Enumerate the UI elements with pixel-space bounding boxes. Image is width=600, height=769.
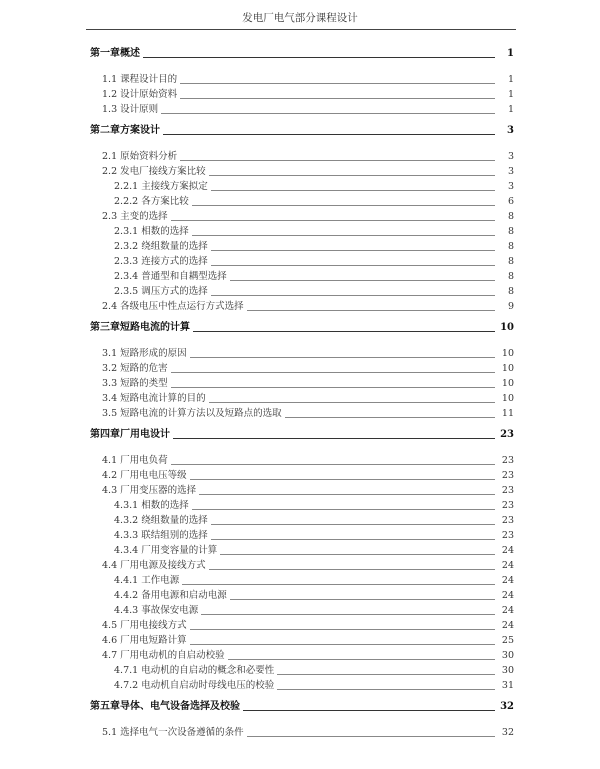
toc-entry-title: 4.4.2 备用电源和启动电源 xyxy=(114,590,227,601)
toc-entry-title: 2.3 主变的选择 xyxy=(102,211,168,222)
toc-page-number: 10 xyxy=(500,322,514,333)
toc-chapter-entry[interactable] xyxy=(90,123,514,137)
toc-leader-line xyxy=(211,294,495,296)
toc-leader-line xyxy=(277,688,495,690)
toc-page-number: 9 xyxy=(507,301,514,312)
toc-entry[interactable] xyxy=(102,164,514,178)
toc-entry-title: 4.3.1 相数的选择 xyxy=(114,500,189,511)
toc-leader-line xyxy=(180,82,495,84)
toc-page-number: 8 xyxy=(507,286,514,297)
toc-page-number: 1 xyxy=(507,89,514,100)
toc-entry[interactable] xyxy=(102,391,514,405)
toc-page-number: 30 xyxy=(501,650,514,661)
toc-leader-line xyxy=(211,249,495,251)
toc-page-number: 24 xyxy=(501,575,514,586)
toc-entry-title: 第二章方案设计 xyxy=(90,125,160,136)
toc-page-number: 32 xyxy=(500,701,514,712)
toc-entry-title: 1.1 课程设计目的 xyxy=(102,74,178,85)
toc-page-number: 24 xyxy=(501,620,514,631)
toc-entry-title: 4.7 厂用电动机的自启动校验 xyxy=(102,650,225,661)
toc-entry[interactable] xyxy=(114,269,514,283)
toc-chapter-entry[interactable] xyxy=(90,699,514,713)
toc-entry[interactable] xyxy=(114,663,514,677)
toc-entry-title: 3.1 短路形成的原因 xyxy=(102,348,187,359)
toc-page-number: 24 xyxy=(501,560,514,571)
toc-entry[interactable] xyxy=(114,498,514,512)
toc-entry[interactable] xyxy=(102,299,514,313)
toc-leader-line xyxy=(190,478,495,480)
toc-leader-line xyxy=(143,56,495,58)
toc-entry-title: 3.4 短路电流计算的目的 xyxy=(102,393,206,404)
toc-entry-title: 2.3.4 普通型和自耦型选择 xyxy=(114,271,227,282)
toc-leader-line xyxy=(211,538,495,540)
toc-page-number: 10 xyxy=(501,378,514,389)
toc-entry[interactable] xyxy=(114,678,514,692)
toc-entry-title: 1.2 设计原始资料 xyxy=(102,89,178,100)
toc-entry-title: 4.1 厂用电负荷 xyxy=(102,455,168,466)
toc-entry-title: 第四章厂用电设计 xyxy=(90,429,170,440)
toc-page-number: 8 xyxy=(507,211,514,222)
toc-entry-title: 2.3.5 调压方式的选择 xyxy=(114,286,208,297)
toc-entry-title: 4.2 厂用电电压等级 xyxy=(102,470,187,481)
toc-entry-title: 4.4 厂用电源及接线方式 xyxy=(102,560,206,571)
toc-entry[interactable] xyxy=(102,361,514,375)
toc-leader-line xyxy=(171,219,495,221)
toc-page-number: 1 xyxy=(507,74,514,85)
toc-page-number: 23 xyxy=(501,515,514,526)
toc-page-number: 24 xyxy=(501,545,514,556)
toc-page-number: 1 xyxy=(507,48,514,59)
toc-leader-line xyxy=(180,159,495,161)
toc-leader-line xyxy=(171,386,495,388)
toc-entry-title: 4.7.1 电动机的自启动的概念和必要性 xyxy=(114,665,275,676)
toc-leader-line xyxy=(209,174,495,176)
toc-entry[interactable] xyxy=(102,468,514,482)
toc-leader-line xyxy=(171,463,495,465)
toc-leader-line xyxy=(211,189,495,191)
toc-entry[interactable] xyxy=(114,513,514,527)
toc-page-number: 24 xyxy=(501,590,514,601)
toc-page-number: 3 xyxy=(507,151,514,162)
toc-leader-line xyxy=(277,673,495,675)
toc-entry-title: 2.2.2 各方案比较 xyxy=(114,196,189,207)
toc-page-number: 10 xyxy=(501,363,514,374)
toc-entry[interactable] xyxy=(102,648,514,662)
toc-page-number: 23 xyxy=(501,470,514,481)
toc-entry[interactable] xyxy=(102,102,514,116)
toc-entry[interactable] xyxy=(114,194,514,208)
toc-entry[interactable] xyxy=(102,149,514,163)
toc-page-number: 8 xyxy=(507,226,514,237)
toc-leader-line xyxy=(220,553,495,555)
toc-entry-title: 4.3.3 联结组别的选择 xyxy=(114,530,208,541)
toc-entry-title: 2.3.3 连接方式的选择 xyxy=(114,256,208,267)
toc-leader-line xyxy=(192,234,495,236)
toc-entry-title: 第一章概述 xyxy=(90,48,140,59)
toc-entry[interactable] xyxy=(102,87,514,101)
toc-leader-line xyxy=(230,279,495,281)
toc-entry[interactable] xyxy=(102,633,514,647)
toc-entry[interactable] xyxy=(114,543,514,557)
toc-chapter-entry[interactable] xyxy=(90,427,514,441)
toc-page-number: 24 xyxy=(501,605,514,616)
toc-entry[interactable] xyxy=(102,406,514,420)
toc-entry[interactable] xyxy=(102,376,514,390)
toc-page-number: 23 xyxy=(501,485,514,496)
toc-page-number: 31 xyxy=(501,680,514,691)
toc-entry-title: 3.5 短路电流的计算方法以及短路点的选取 xyxy=(102,408,282,419)
page-header: 发电厂电气部分课程设计 xyxy=(242,12,358,24)
toc-leader-line xyxy=(201,613,495,615)
toc-page-number: 3 xyxy=(507,181,514,192)
toc-chapter-entry[interactable] xyxy=(90,46,514,60)
toc-page-number: 8 xyxy=(507,241,514,252)
toc-entry-title: 4.4.3 事故保安电源 xyxy=(114,605,199,616)
toc-entry-title: 2.1 原始资料分析 xyxy=(102,151,178,162)
toc-page-number: 8 xyxy=(507,256,514,267)
toc-leader-line xyxy=(247,735,495,737)
toc-page-number: 30 xyxy=(501,665,514,676)
toc-entry-title: 4.6 厂用电短路计算 xyxy=(102,635,187,646)
toc-leader-line xyxy=(211,264,495,266)
toc-page-number: 23 xyxy=(501,500,514,511)
toc-entry-title: 4.3 厂用变压器的选择 xyxy=(102,485,197,496)
toc-entry[interactable] xyxy=(114,224,514,238)
toc-page-number: 23 xyxy=(500,429,514,440)
toc-leader-line xyxy=(228,658,495,660)
toc-leader-line xyxy=(192,204,495,206)
toc-page-number: 3 xyxy=(507,125,514,136)
toc-entry[interactable] xyxy=(114,528,514,542)
toc-entry[interactable] xyxy=(102,209,514,223)
toc-entry[interactable] xyxy=(114,284,514,298)
toc-page-number: 10 xyxy=(501,348,514,359)
toc-entry-title: 4.3.2 绕组数量的选择 xyxy=(114,515,208,526)
toc-leader-line xyxy=(209,401,495,403)
toc-entry[interactable] xyxy=(114,573,514,587)
toc-entry[interactable] xyxy=(102,346,514,360)
toc-entry[interactable] xyxy=(102,618,514,632)
toc-entry[interactable] xyxy=(114,254,514,268)
toc-leader-line xyxy=(171,371,495,373)
toc-page-number: 1 xyxy=(507,104,514,115)
toc-entry-title: 2.2 发电厂接线方案比较 xyxy=(102,166,206,177)
toc-page-number: 23 xyxy=(501,530,514,541)
toc-entry[interactable] xyxy=(114,588,514,602)
toc-page-number: 8 xyxy=(507,271,514,282)
toc-entry-title: 4.7.2 电动机自启动时母线电压的校验 xyxy=(114,680,275,691)
toc-leader-line xyxy=(211,523,495,525)
toc-page-number: 6 xyxy=(507,196,514,207)
toc-entry[interactable] xyxy=(114,179,514,193)
toc-entry-title: 4.5 厂用电接线方式 xyxy=(102,620,187,631)
toc-entry-title: 4.3.4 厂用变容量的计算 xyxy=(114,545,218,556)
toc-entry[interactable] xyxy=(102,725,514,739)
toc-leader-line xyxy=(199,493,495,495)
toc-leader-line xyxy=(190,356,495,358)
toc-entry-title: 2.3.1 相数的选择 xyxy=(114,226,189,237)
toc-entry-title: 第五章导体、电气设备选择及校验 xyxy=(90,701,240,712)
toc-page-number: 11 xyxy=(501,408,514,419)
toc-leader-line xyxy=(182,583,495,585)
toc-leader-line xyxy=(230,598,495,600)
toc-entry[interactable] xyxy=(102,558,514,572)
toc-page-number: 25 xyxy=(501,635,514,646)
toc-page-number: 23 xyxy=(501,455,514,466)
toc-entry-title: 2.2.1 主接线方案拟定 xyxy=(114,181,208,192)
toc-entry[interactable] xyxy=(114,239,514,253)
toc-entry[interactable] xyxy=(102,72,514,86)
toc-leader-line xyxy=(192,508,495,510)
toc-leader-line xyxy=(173,437,495,439)
toc-leader-line xyxy=(161,112,495,114)
toc-leader-line xyxy=(243,709,495,711)
toc-entry-title: 1.3 设计原则 xyxy=(102,104,159,115)
toc-entry-title: 2.4 各级电压中性点运行方式选择 xyxy=(102,301,244,312)
toc-page-number: 10 xyxy=(501,393,514,404)
toc-entry-title: 4.4.1 工作电源 xyxy=(114,575,180,586)
toc-leader-line xyxy=(209,568,495,570)
toc-entry-title: 5.1 选择电气一次设备遵循的条件 xyxy=(102,727,244,738)
toc-leader-line xyxy=(193,330,495,332)
toc-leader-line xyxy=(190,628,495,630)
toc-entry[interactable] xyxy=(102,453,514,467)
toc-leader-line xyxy=(285,416,495,418)
toc-page-number: 3 xyxy=(507,166,514,177)
toc-leader-line xyxy=(163,133,495,135)
toc-entry[interactable] xyxy=(114,603,514,617)
toc-leader-line xyxy=(190,643,495,645)
toc-leader-line xyxy=(180,97,495,99)
toc-entry-title: 第三章短路电流的计算 xyxy=(90,322,190,333)
toc-entry-title: 2.3.2 绕组数量的选择 xyxy=(114,241,208,252)
toc-chapter-entry[interactable] xyxy=(90,320,514,334)
toc-page-number: 32 xyxy=(501,727,514,738)
toc-entry-title: 3.3 短路的类型 xyxy=(102,378,168,389)
header-rule xyxy=(86,29,516,30)
toc-leader-line xyxy=(247,309,495,311)
toc-entry-title: 3.2 短路的危害 xyxy=(102,363,168,374)
toc-entry[interactable] xyxy=(102,483,514,497)
